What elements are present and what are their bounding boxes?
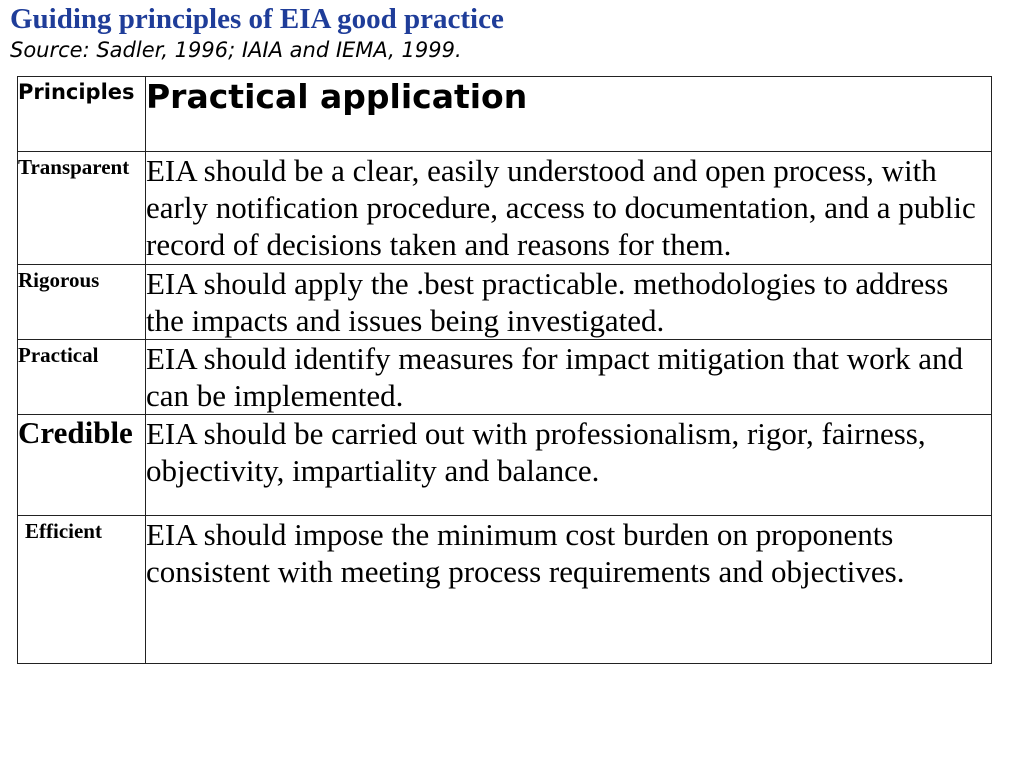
principle-cell: Credible [18,415,146,516]
application-cell: EIA should identify measures for impact mitigation that work and can be implemented. [146,340,992,415]
principle-cell: Rigorous [18,265,146,340]
application-cell: EIA should be a clear, easily understood and open process, with early notification procedure, access to documentation, and a public record of decisions taken and reasons for them. [146,152,992,265]
principles-table [17,76,992,664]
source-citation: Source: Sadler, 1996; IAIA and IEMA, 1999. [10,38,462,62]
principles-header: Principles [18,77,146,152]
table-row [18,340,992,415]
table-row [18,152,992,265]
slide-title: Guiding principles of EIA good practice [10,3,504,35]
principle-cell: Transparent [18,152,146,265]
practical-application-header: Practical application [146,77,992,152]
application-cell: EIA should be carried out with professionalism, rigor, fairness, objectivity, impartiality and balance. [146,415,992,516]
table-row [18,265,992,340]
table-header-row [18,77,992,152]
principle-cell: Efficient [18,516,146,664]
application-cell: EIA should impose the minimum cost burden on proponents consistent with meeting process requirements and objectives. [146,516,992,664]
application-cell: EIA should apply the .best practicable. methodologies to address the impacts and issues being investigated. [146,265,992,340]
table-row [18,415,992,516]
table-row [18,516,992,664]
principle-cell: Practical [18,340,146,415]
